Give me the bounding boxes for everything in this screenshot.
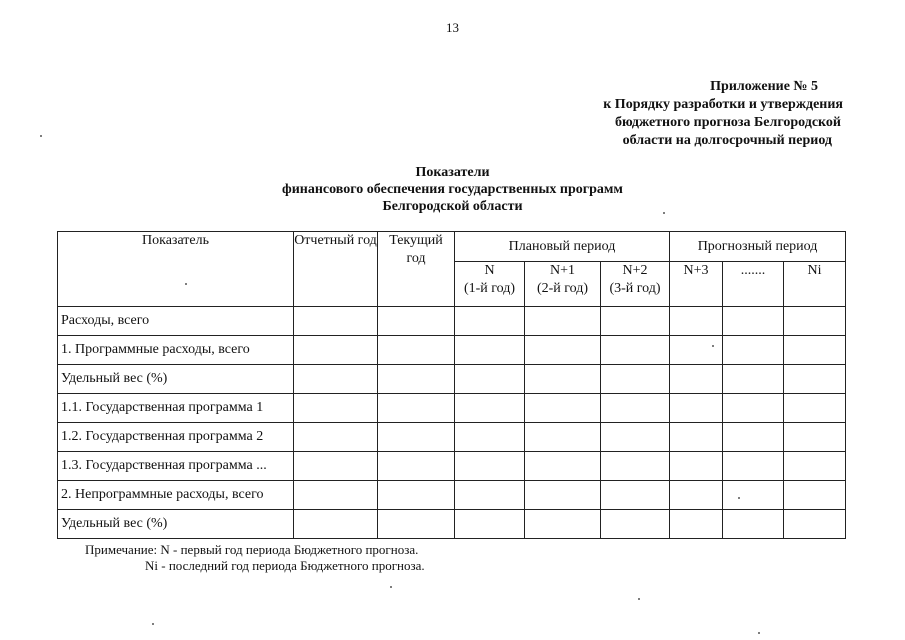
- header-dots: .......: [723, 262, 784, 307]
- empty-cell: [670, 423, 723, 452]
- footnote: [85, 542, 425, 574]
- empty-cell: [525, 394, 601, 423]
- empty-cell: [723, 452, 784, 481]
- empty-cell: [455, 481, 525, 510]
- empty-cell: [723, 510, 784, 539]
- empty-cell: [723, 394, 784, 423]
- empty-cell: [723, 307, 784, 336]
- empty-cell: [670, 307, 723, 336]
- empty-cell: [601, 336, 670, 365]
- row-label: Удельный вес (%): [58, 365, 294, 394]
- empty-cell: [455, 452, 525, 481]
- financing-table: [57, 231, 846, 539]
- row-label: 1.1. Государственная программа 1: [58, 394, 294, 423]
- empty-cell: [670, 394, 723, 423]
- empty-cell: [601, 394, 670, 423]
- header-n1: [525, 262, 601, 307]
- empty-cell: [378, 510, 455, 539]
- empty-cell: [601, 481, 670, 510]
- empty-cell: [455, 365, 525, 394]
- empty-cell: [601, 423, 670, 452]
- appendix-line: к Порядку разработки и утверждения: [603, 97, 843, 112]
- empty-cell: [784, 336, 846, 365]
- row-label: 1.3. Государственная программа ...: [58, 452, 294, 481]
- scan-speck: [185, 283, 187, 285]
- empty-cell: [784, 510, 846, 539]
- header-planned-period: Плановый период: [455, 232, 670, 262]
- scan-speck: [638, 598, 640, 600]
- empty-cell: [670, 510, 723, 539]
- header-n1-sub: (2-й год): [536, 281, 589, 296]
- empty-cell: [525, 365, 601, 394]
- empty-cell: [525, 307, 601, 336]
- scan-speck: [390, 586, 392, 588]
- appendix-header: [603, 78, 843, 150]
- empty-cell: [294, 336, 378, 365]
- table-row: [58, 365, 846, 394]
- empty-cell: [378, 452, 455, 481]
- empty-cell: [670, 336, 723, 365]
- empty-cell: [294, 481, 378, 510]
- empty-cell: [525, 423, 601, 452]
- empty-cell: [670, 365, 723, 394]
- row-label: 2. Непрограммные расходы, всего: [58, 481, 294, 510]
- header-n2-label: N+2: [622, 263, 648, 278]
- table-row: [58, 336, 846, 365]
- empty-cell: [723, 336, 784, 365]
- scan-speck: [738, 497, 740, 499]
- scan-speck: [152, 623, 154, 625]
- appendix-line: Приложение № 5: [710, 79, 818, 94]
- empty-cell: [455, 336, 525, 365]
- appendix-line: бюджетного прогноза Белгородской: [615, 115, 841, 130]
- title-line: Показатели: [415, 165, 490, 180]
- empty-cell: [378, 423, 455, 452]
- empty-cell: [294, 452, 378, 481]
- empty-cell: [294, 365, 378, 394]
- title-line: финансового обеспечения государственных программ: [282, 182, 623, 197]
- header-forecast-period: Прогнозный период: [670, 232, 846, 262]
- empty-cell: [525, 510, 601, 539]
- empty-cell: [670, 481, 723, 510]
- empty-cell: [294, 394, 378, 423]
- empty-cell: [455, 423, 525, 452]
- empty-cell: [378, 307, 455, 336]
- footnote-line-2: Ni - последний год периода Бюджетного прогноза.: [145, 558, 425, 573]
- header-n2: [601, 262, 670, 307]
- empty-cell: [601, 307, 670, 336]
- header-n2-sub: (3-й год): [609, 281, 661, 296]
- header-indicator: Показатель: [58, 232, 294, 307]
- empty-cell: [378, 394, 455, 423]
- empty-cell: [723, 365, 784, 394]
- empty-cell: [601, 365, 670, 394]
- empty-cell: [784, 365, 846, 394]
- table-row: [58, 452, 846, 481]
- document-title: [0, 164, 905, 215]
- table-row: [58, 307, 846, 336]
- empty-cell: [670, 452, 723, 481]
- title-line: Белгородской области: [382, 199, 523, 214]
- table-row: [58, 510, 846, 539]
- header-reported-year: Отчетный год: [294, 232, 378, 307]
- header-n-sub: (1-й год): [463, 281, 516, 296]
- empty-cell: [784, 481, 846, 510]
- empty-cell: [378, 481, 455, 510]
- empty-cell: [378, 336, 455, 365]
- appendix-line: области на долгосрочный период: [622, 133, 832, 148]
- header-n: [455, 262, 525, 307]
- empty-cell: [455, 394, 525, 423]
- empty-cell: [784, 307, 846, 336]
- page-number: 13: [446, 20, 459, 35]
- empty-cell: [601, 452, 670, 481]
- scan-speck: [663, 212, 665, 214]
- empty-cell: [601, 510, 670, 539]
- empty-cell: [723, 481, 784, 510]
- row-label: 1.2. Государственная программа 2: [58, 423, 294, 452]
- table-row: [58, 481, 846, 510]
- empty-cell: [455, 510, 525, 539]
- empty-cell: [784, 394, 846, 423]
- header-current-year: Текущий год: [378, 232, 455, 307]
- header-n-label: N: [484, 263, 495, 278]
- scan-speck: [40, 135, 42, 137]
- empty-cell: [294, 423, 378, 452]
- scan-speck: [712, 345, 714, 347]
- empty-cell: [294, 510, 378, 539]
- table-row: [58, 423, 846, 452]
- empty-cell: [378, 365, 455, 394]
- empty-cell: [294, 307, 378, 336]
- empty-cell: [525, 452, 601, 481]
- empty-cell: [784, 452, 846, 481]
- table-row: [58, 394, 846, 423]
- footnote-line-1: Примечание: N - первый год периода Бюджетного прогноза.: [85, 542, 419, 557]
- empty-cell: [784, 423, 846, 452]
- row-label: Расходы, всего: [58, 307, 294, 336]
- empty-cell: [455, 307, 525, 336]
- row-label: Удельный вес (%): [58, 510, 294, 539]
- header-n3: N+3: [670, 262, 723, 307]
- empty-cell: [525, 481, 601, 510]
- header-ni: Ni: [784, 262, 846, 307]
- empty-cell: [723, 423, 784, 452]
- header-n1-label: N+1: [549, 263, 575, 278]
- row-label: 1. Программные расходы, всего: [58, 336, 294, 365]
- scan-speck: [758, 632, 760, 634]
- empty-cell: [525, 336, 601, 365]
